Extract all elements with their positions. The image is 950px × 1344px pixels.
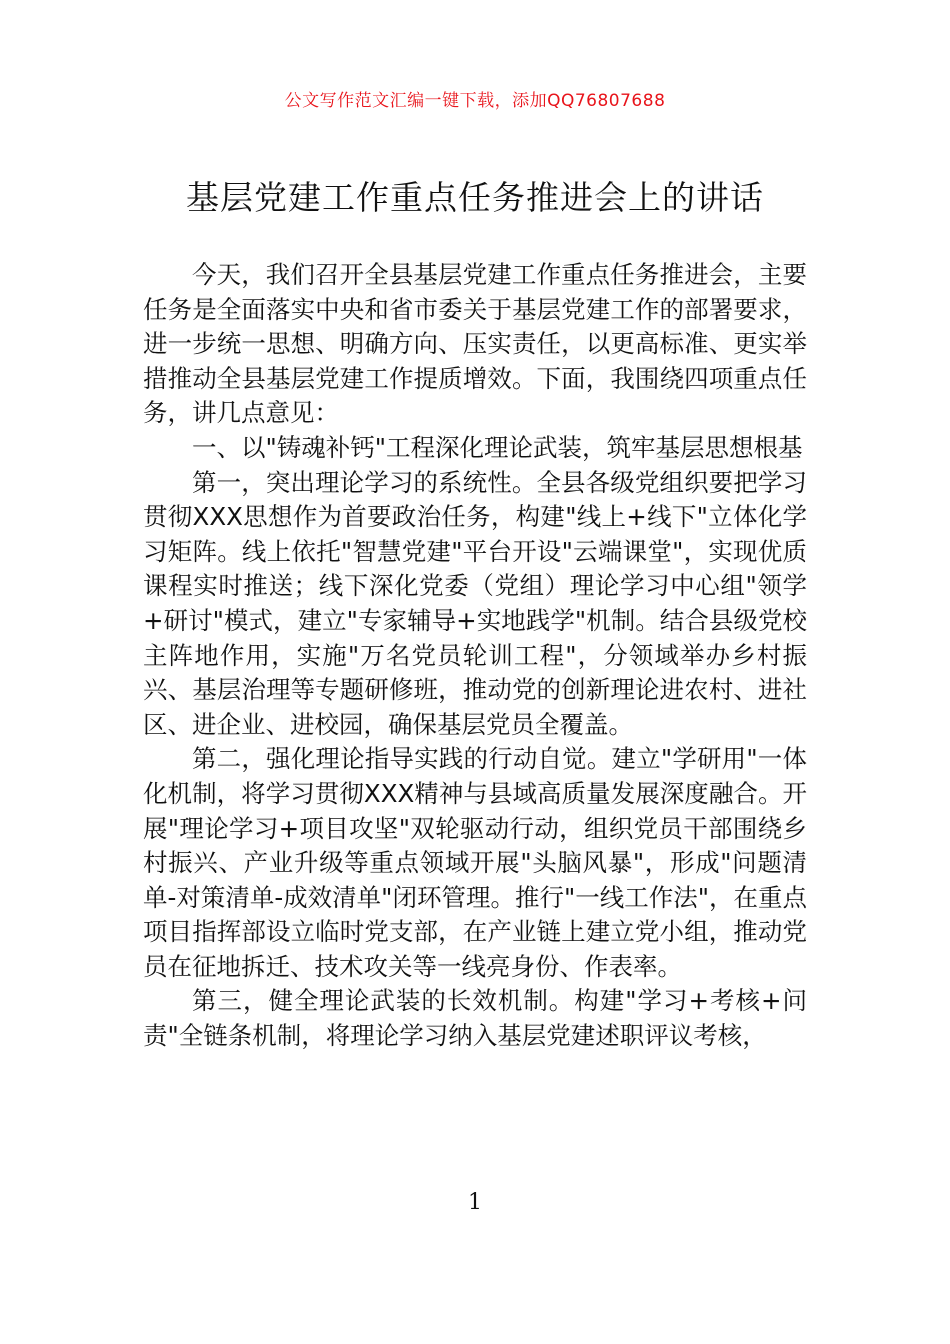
paragraph-intro: 今天，我们召开全县基层党建工作重点任务推进会，主要任务是全面落实中央和省市委关于基层党建工作的部署要求，进一步统一思想、明确方向、压实责任，以更高标准、更实举措推动全县基层党建工作提质增效。下面，我围绕四项重点任务，讲几点意见： xyxy=(143,260,807,428)
section-heading-1: 一、以"铸魂补钙"工程深化理论武装，筑牢基层思想根基 xyxy=(192,432,803,462)
page-number: 1 xyxy=(468,1190,482,1215)
paragraph-point-1: 第一，突出理论学习的系统性。全县各级党组织要把学习贯彻XXX思想作为首要政治任务，构建"线上+线下"立体化学习矩阵。线上依托"智慧党建"平台开设"云端课堂"，实现优质课程实时推送；线下深化党委（党组）理论学习中心组"领学+研讨"模式，建立"专家辅导+实地践学"机制。结合县级党校主阵地作用，实施"万名党员轮训工程"，分领域举办乡村振兴、基层治理等专题研修班，推动党的创新理论进农村、进社区、进企业、进校园，确保基层党员全覆盖。 xyxy=(143,467,807,739)
paragraph-point-2: 第二，强化理论指导实践的行动自觉。建立"学研用"一体化机制，将学习贯彻XXX精神与县域高质量发展深度融合。开展"理论学习+项目攻坚"双轮驱动行动，组织党员干部围绕乡村振兴、产业升级等重点领域开展"头脑风暴"，形成"问题清单-对策清单-成效清单"闭环管理。推行"一线工作法"，在重点项目指挥部设立临时党支部，在产业链上建立党小组，推动党员在征地拆迁、技术攻关等一线亮身份、作表率。 xyxy=(143,744,807,981)
paragraph-point-3: 第三，健全理论武装的长效机制。构建"学习+考核+问责"全链条机制，将理论学习纳入基层党建述职评议考核， xyxy=(143,986,807,1051)
document-body xyxy=(143,258,807,1054)
document-title: 基层党建工作重点任务推进会上的讲话 xyxy=(186,178,764,217)
header-download-note: 公文写作范文汇编一键下载，添加QQ76807688 xyxy=(284,91,666,111)
